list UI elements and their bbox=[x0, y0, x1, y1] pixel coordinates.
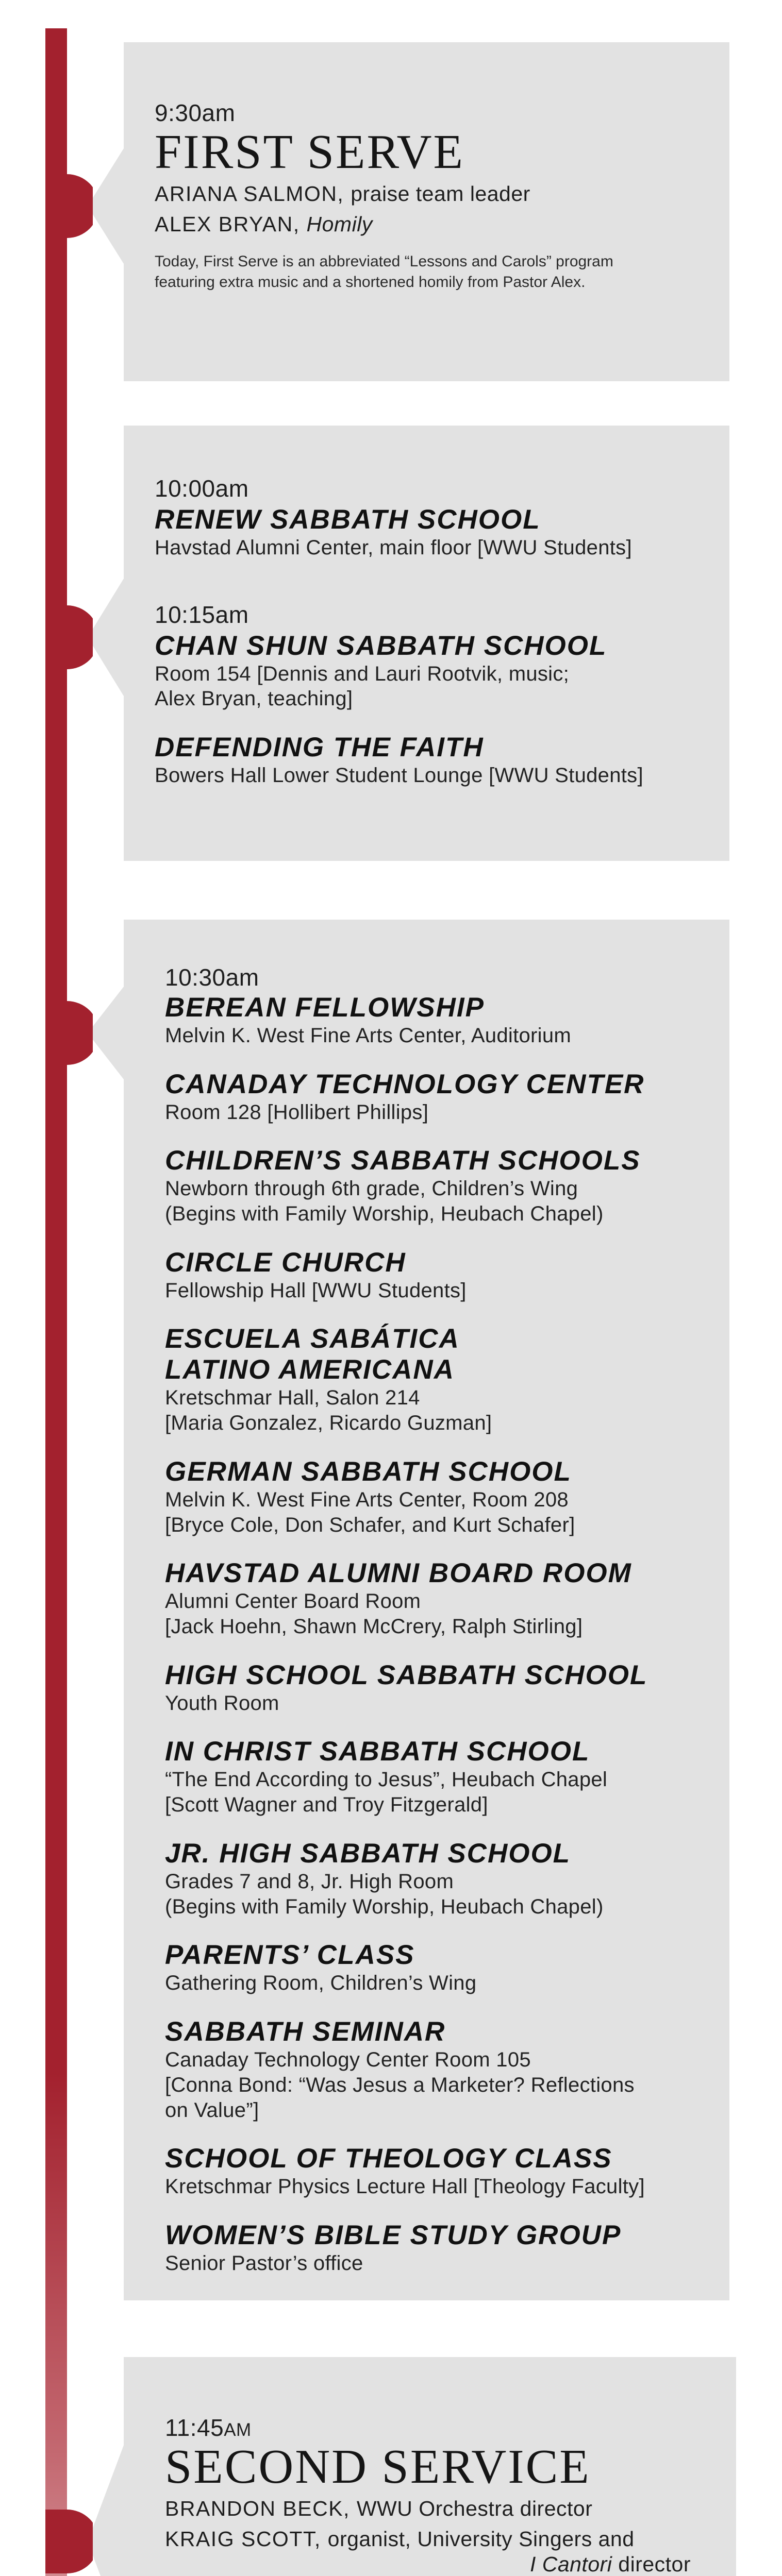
defending-location: Bowers Hall Lower Student Lounge [WWU Students] bbox=[155, 764, 643, 787]
chan-title: CHAN SHUN SABBATH SCHOOL bbox=[155, 630, 607, 661]
timeline-marker-icon bbox=[45, 605, 93, 669]
class-title: SABBATH SEMINAR bbox=[165, 2016, 446, 2047]
class-description: [Maria Gonzalez, Ricardo Guzman] bbox=[165, 1412, 492, 1435]
class-item bbox=[165, 1838, 727, 1919]
class-description: Gathering Room, Children’s Wing bbox=[165, 1972, 477, 1995]
timeline-marker-icon bbox=[45, 1001, 93, 1065]
timeline-marker-icon bbox=[45, 2510, 93, 2573]
class-description: [Conna Bond: “Was Jesus a Marketer? Reflections bbox=[165, 2073, 635, 2096]
class-description: Grades 7 and 8, Jr. High Room bbox=[165, 1870, 454, 1893]
person-name: KRAIG SCOTT, bbox=[165, 2527, 321, 2551]
class-description: Youth Room bbox=[165, 1691, 279, 1715]
class-item bbox=[165, 1247, 727, 1303]
class-description: Canaday Technology Center Room 105 bbox=[165, 2048, 531, 2071]
class-item bbox=[165, 1736, 727, 1817]
class-description: [Scott Wagner and Troy Fitzgerald] bbox=[165, 1793, 488, 1817]
class-title: HAVSTAD ALUMNI BOARD ROOM bbox=[165, 1558, 632, 1589]
chan-location: Room 154 [Dennis and Lauri Rootvik, music; Alex Bryan, teaching] bbox=[155, 662, 570, 710]
class-title: JR. HIGH SABBATH SCHOOL bbox=[165, 1838, 571, 1869]
class-list bbox=[165, 992, 727, 2276]
renew-title: RENEW SABBATH SCHOOL bbox=[155, 504, 541, 535]
second-service-organist-cont: I Cantori director bbox=[529, 2552, 691, 2576]
person-role: praise team leader bbox=[351, 181, 530, 206]
first-serve-leader bbox=[155, 181, 727, 207]
chan-time: 10:15am bbox=[155, 601, 249, 628]
class-description: [Jack Hoehn, Shawn McCrery, Ralph Stirling] bbox=[165, 1615, 583, 1638]
defending-title: DEFENDING THE FAITH bbox=[155, 732, 484, 763]
second-service-orchestra bbox=[165, 2496, 732, 2521]
class-item bbox=[165, 1660, 727, 1716]
class-description: Fellowship Hall [WWU Students] bbox=[165, 1279, 467, 1302]
class-item bbox=[165, 2016, 727, 2123]
class-description: Kretschmar Physics Lecture Hall [Theology Faculty] bbox=[165, 2175, 645, 2198]
class-description: Melvin K. West Fine Arts Center, Room 208 bbox=[165, 1488, 569, 1511]
class-item bbox=[165, 1558, 727, 1639]
class-description: Newborn through 6th grade, Children’s Wing bbox=[165, 1177, 578, 1200]
class-title: IN CHRIST SABBATH SCHOOL bbox=[165, 1736, 590, 1767]
timeline-marker-icon bbox=[45, 174, 93, 238]
class-title: SCHOOL OF THEOLOGY CLASS bbox=[165, 2143, 612, 2174]
class-item bbox=[165, 1145, 727, 1226]
person-role: WWU Orchestra director bbox=[356, 2496, 593, 2520]
person-role: organist, University Singers and bbox=[327, 2527, 635, 2551]
first-serve-homily bbox=[155, 212, 727, 237]
sabbath-school-card bbox=[88, 920, 729, 2300]
person-name: ARIANA SALMON, bbox=[155, 181, 344, 206]
class-title: LATINO AMERICANA bbox=[165, 1354, 455, 1385]
first-serve-title: FIRST SERVE bbox=[155, 125, 464, 179]
class-description: “The End According to Jesus”, Heubach Chapel bbox=[165, 1768, 608, 1791]
class-description: (Begins with Family Worship, Heubach Chapel) bbox=[165, 1202, 604, 1226]
class-description: on Value”] bbox=[165, 2098, 259, 2122]
block-1030-time: 10:30am bbox=[165, 964, 259, 991]
person-name: BRANDON BECK, bbox=[165, 2496, 350, 2520]
class-description: [Bryce Cole, Don Schafer, and Kurt Schafer] bbox=[165, 1513, 575, 1536]
person-name: ALEX BRYAN, bbox=[155, 212, 300, 236]
renew-location: Havstad Alumni Center, main floor [WWU Students] bbox=[155, 536, 632, 559]
class-title: GERMAN SABBATH SCHOOL bbox=[165, 1456, 572, 1487]
class-item bbox=[165, 1940, 727, 1996]
class-item bbox=[165, 2220, 727, 2276]
class-description: Kretschmar Hall, Salon 214 bbox=[165, 1386, 420, 1410]
class-item bbox=[165, 1456, 727, 1537]
second-service-organist bbox=[165, 2527, 732, 2552]
first-serve-card bbox=[88, 42, 729, 381]
second-service-time: 11:45AM bbox=[165, 2414, 252, 2441]
first-serve-time: 9:30am bbox=[155, 99, 236, 126]
class-description: Melvin K. West Fine Arts Center, Auditorium bbox=[165, 1024, 572, 1047]
class-title: CHILDREN’S SABBATH SCHOOLS bbox=[165, 1145, 641, 1176]
class-description: Room 128 [Hollibert Phillips] bbox=[165, 1100, 429, 1124]
class-title: HIGH SCHOOL SABBATH SCHOOL bbox=[165, 1659, 648, 1690]
class-title: CIRCLE CHURCH bbox=[165, 1247, 406, 1278]
person-role: Homily bbox=[306, 212, 373, 236]
renew-time: 10:00am bbox=[155, 475, 249, 502]
class-title: CANADAY TECHNOLOGY CENTER bbox=[165, 1069, 645, 1099]
class-item bbox=[165, 1324, 727, 1435]
class-title: BEREAN FELLOWSHIP bbox=[165, 992, 485, 1023]
class-description: Senior Pastor’s office bbox=[165, 2251, 363, 2275]
morning-classes-card bbox=[88, 426, 729, 861]
first-serve-note: Today, First Serve is an abbreviated “Lessons and Carols” program featuring extra music and a shortened homily from Pastor Alex. bbox=[155, 253, 613, 291]
class-item bbox=[165, 1069, 727, 1125]
class-title: PARENTS’ CLASS bbox=[165, 1940, 415, 1971]
class-description: (Begins with Family Worship, Heubach Chapel) bbox=[165, 1895, 604, 1918]
second-service-card bbox=[88, 2357, 736, 2576]
class-description: Alumni Center Board Room bbox=[165, 1590, 421, 1613]
class-item bbox=[165, 992, 727, 1048]
class-item bbox=[165, 2143, 727, 2199]
class-title: ESCUELA SABÁTICA bbox=[165, 1324, 460, 1354]
second-service-title: SECOND SERVICE bbox=[165, 2440, 591, 2494]
timeline-bar bbox=[45, 28, 67, 2576]
class-title: WOMEN’S BIBLE STUDY GROUP bbox=[165, 2219, 622, 2250]
